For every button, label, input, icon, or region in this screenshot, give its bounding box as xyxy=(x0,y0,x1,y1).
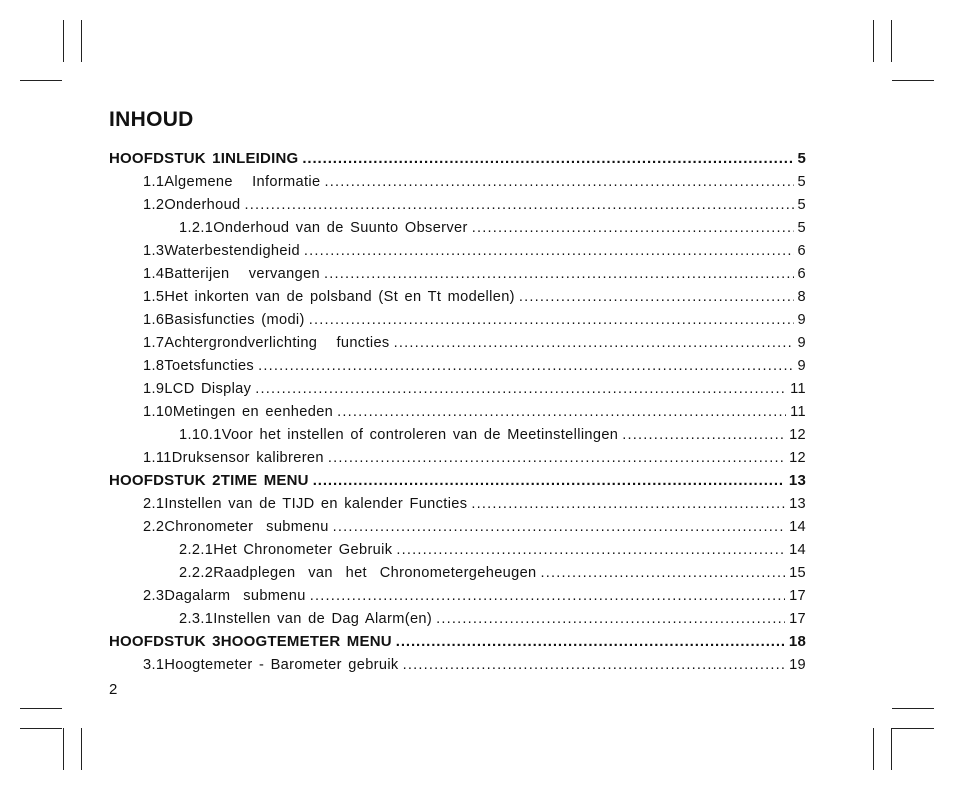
dot-leader xyxy=(403,657,785,673)
toc-entry-title: Batterijen vervangen xyxy=(164,266,321,282)
toc-entry-title: Instellen van de TIJD en kalender Functies xyxy=(164,496,468,512)
toc-entry-row[interactable] xyxy=(109,537,806,560)
dot-leader xyxy=(258,358,793,374)
toc-entry-title: Druksensor kalibreren xyxy=(171,450,324,466)
toc-page-number: 17 xyxy=(789,611,806,627)
crop-mark xyxy=(81,20,82,62)
toc-page-number: 8 xyxy=(797,289,806,305)
page-title: INHOUD xyxy=(109,108,194,131)
toc-entry-row[interactable] xyxy=(109,399,806,422)
crop-mark xyxy=(891,728,892,770)
toc-entry-number: 1.3 xyxy=(143,243,165,259)
toc-entry-number: HOOFDSTUK 2 xyxy=(109,472,221,489)
toc-entry-number: 1.9 xyxy=(143,381,165,397)
toc-page-number: 6 xyxy=(797,266,806,282)
toc-entry-number: HOOFDSTUK 3 xyxy=(109,633,221,650)
toc-entry-title: Chronometer submenu xyxy=(164,519,329,535)
toc-page-number: 5 xyxy=(797,150,806,167)
toc-entry-row[interactable] xyxy=(109,606,806,629)
toc-entry-title: Basisfuncties (modi) xyxy=(164,312,305,328)
toc-page-number: 17 xyxy=(789,588,806,604)
table-of-contents xyxy=(109,146,806,675)
toc-page-number: 14 xyxy=(789,519,806,535)
dot-leader xyxy=(396,633,785,650)
toc-entry-row[interactable] xyxy=(109,192,806,215)
toc-page-number: 19 xyxy=(789,657,806,673)
toc-entry-title: Raadplegen van het Chronometergeheugen xyxy=(213,565,537,581)
toc-entry-title: Waterbestendigheid xyxy=(164,243,300,259)
toc-entry-title: Het inkorten van de polsband (St en Tt modellen) xyxy=(164,289,515,305)
dot-leader xyxy=(333,519,785,535)
toc-entry-row[interactable] xyxy=(109,215,806,238)
toc-entry-number: 2.2.1 xyxy=(179,542,214,558)
toc-entry-number: 1.4 xyxy=(143,266,165,282)
toc-entry-row[interactable] xyxy=(109,307,806,330)
toc-page-number: 12 xyxy=(789,450,806,466)
toc-page-number: 5 xyxy=(797,174,806,190)
toc-page-number: 12 xyxy=(789,427,806,443)
toc-entry-number: HOOFDSTUK 1 xyxy=(109,150,221,167)
toc-page-number: 14 xyxy=(789,542,806,558)
toc-page-number: 9 xyxy=(797,358,806,374)
toc-entry-number: 3.1 xyxy=(143,657,165,673)
toc-page-number: 15 xyxy=(789,565,806,581)
dot-leader xyxy=(337,404,786,420)
toc-entry-row[interactable] xyxy=(109,560,806,583)
dot-leader xyxy=(519,289,794,305)
dot-leader xyxy=(324,174,793,190)
toc-entry-number: 1.6 xyxy=(143,312,165,328)
toc-entry-number: 1.7 xyxy=(143,335,165,351)
dot-leader xyxy=(622,427,785,443)
dot-leader xyxy=(471,496,785,512)
toc-entry-title: TIME MENU xyxy=(220,472,309,489)
toc-entry-title: Hoogtemeter - Barometer gebruik xyxy=(164,657,399,673)
crop-mark xyxy=(892,708,934,709)
dot-leader xyxy=(328,450,785,466)
crop-mark xyxy=(20,80,62,81)
toc-entry-title: Onderhoud xyxy=(164,197,241,213)
toc-entry-row[interactable] xyxy=(109,583,806,606)
toc-entry-title: Achtergrondverlichting functies xyxy=(164,335,390,351)
crop-mark xyxy=(873,20,874,62)
toc-entry-number: 1.5 xyxy=(143,289,165,305)
toc-entry-row[interactable] xyxy=(109,445,806,468)
crop-mark xyxy=(20,728,62,729)
toc-entry-number: 1.10 xyxy=(143,404,173,420)
dot-leader xyxy=(436,611,785,627)
dot-leader xyxy=(245,197,794,213)
toc-page-number: 18 xyxy=(788,633,806,650)
toc-entry-title: Instellen van de Dag Alarm(en) xyxy=(213,611,433,627)
dot-leader xyxy=(309,312,794,328)
toc-entry-title: Voor het instellen of controleren van de Meetinstellingen xyxy=(221,427,619,443)
page-number: 2 xyxy=(109,681,118,698)
dot-leader xyxy=(304,243,794,259)
toc-entry-title: LCD Display xyxy=(164,381,252,397)
crop-mark xyxy=(892,728,934,729)
toc-entry-number: 2.3.1 xyxy=(179,611,214,627)
crop-mark xyxy=(891,20,892,62)
dot-leader xyxy=(324,266,794,282)
toc-chapter-row[interactable] xyxy=(109,468,806,491)
toc-page-number: 13 xyxy=(788,472,806,489)
toc-entry-title: Onderhoud van de Suunto Observer xyxy=(213,220,468,236)
toc-page-number: 5 xyxy=(797,220,806,236)
toc-entry-row[interactable] xyxy=(109,238,806,261)
toc-entry-row[interactable] xyxy=(109,652,806,675)
toc-entry-number: 2.2.2 xyxy=(179,565,214,581)
toc-entry-title: Het Chronometer Gebruik xyxy=(213,542,393,558)
toc-entry-title: INLEIDING xyxy=(220,150,299,167)
toc-page-number: 11 xyxy=(790,381,806,397)
toc-page-number: 13 xyxy=(789,496,806,512)
crop-mark xyxy=(873,728,874,770)
toc-chapter-row[interactable] xyxy=(109,146,806,169)
toc-entry-row[interactable] xyxy=(109,422,806,445)
toc-entry-title: Dagalarm submenu xyxy=(164,588,306,604)
crop-mark xyxy=(20,708,62,709)
dot-leader xyxy=(396,542,785,558)
dot-leader xyxy=(302,150,793,167)
dot-leader xyxy=(310,588,785,604)
toc-page-number: 9 xyxy=(797,312,806,328)
toc-entry-number: 1.8 xyxy=(143,358,165,374)
toc-entry-row[interactable] xyxy=(109,330,806,353)
crop-mark xyxy=(63,20,64,62)
toc-page-number: 9 xyxy=(797,335,806,351)
toc-entry-number: 1.2 xyxy=(143,197,165,213)
toc-entry-number: 2.2 xyxy=(143,519,165,535)
dot-leader xyxy=(255,381,786,397)
toc-entry-title: HOOGTEMETER MENU xyxy=(220,633,392,650)
toc-entry-row[interactable] xyxy=(109,284,806,307)
toc-entry-row[interactable] xyxy=(109,169,806,192)
toc-chapter-row[interactable] xyxy=(109,629,806,652)
toc-entry-title: Algemene Informatie xyxy=(164,174,321,190)
toc-page-number: 5 xyxy=(797,197,806,213)
toc-entry-number: 1.2.1 xyxy=(179,220,214,236)
dot-leader xyxy=(394,335,794,351)
toc-entry-number: 1.1 xyxy=(143,174,165,190)
toc-entry-number: 2.1 xyxy=(143,496,165,512)
crop-mark xyxy=(63,728,64,770)
toc-entry-row[interactable] xyxy=(109,353,806,376)
crop-mark xyxy=(81,728,82,770)
toc-entry-number: 1.10.1 xyxy=(179,427,222,443)
crop-mark xyxy=(892,80,934,81)
toc-page-number: 6 xyxy=(797,243,806,259)
toc-entry-row[interactable] xyxy=(109,514,806,537)
dot-leader xyxy=(472,220,794,236)
toc-entry-number: 2.3 xyxy=(143,588,165,604)
dot-leader xyxy=(313,472,785,489)
toc-entry-row[interactable] xyxy=(109,261,806,284)
toc-entry-title: Metingen en eenheden xyxy=(172,404,334,420)
dot-leader xyxy=(541,565,786,581)
toc-entry-row[interactable] xyxy=(109,376,806,399)
toc-page-number: 11 xyxy=(790,404,806,420)
toc-entry-number: 1.11 xyxy=(143,450,172,466)
toc-entry-row[interactable] xyxy=(109,491,806,514)
toc-entry-title: Toetsfuncties xyxy=(164,358,255,374)
